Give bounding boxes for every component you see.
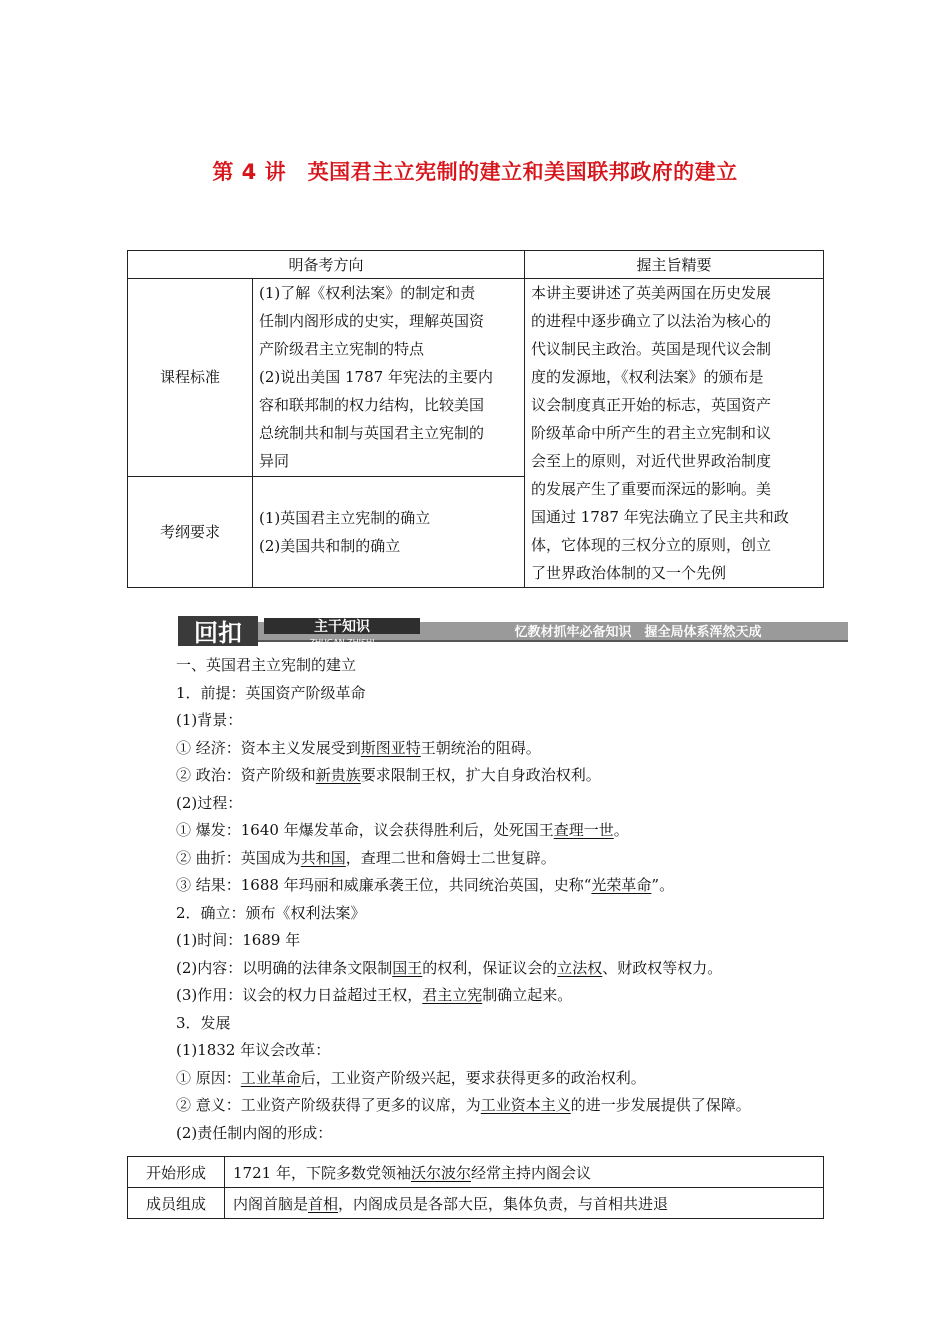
knowledge-content bbox=[176, 652, 836, 1147]
key-term: 斯图亚特 bbox=[360, 738, 421, 757]
cabinet-label-start: 开始形成 bbox=[128, 1157, 225, 1188]
text-run: 的进一步发展提供了保障。 bbox=[570, 1096, 751, 1114]
text-line: 了世界政治体制的又一个先例 bbox=[531, 564, 727, 582]
item-heading: (1)1832 年议会改革： bbox=[176, 1041, 331, 1059]
text-run: 制确立起来。 bbox=[482, 986, 573, 1004]
subheading: 1．前提：英国资产阶级革命 bbox=[176, 683, 366, 702]
section-heading: 一、英国君主立宪制的建立 bbox=[176, 656, 357, 674]
key-term: 沃尔波尔 bbox=[410, 1163, 471, 1182]
row-label-curriculum: 课程标准 bbox=[128, 279, 253, 477]
overview-table bbox=[127, 250, 824, 588]
text-line: 国通过 1787 年宪法确立了民主共和政 bbox=[531, 508, 789, 526]
text-run: ，查理二世和詹姆士二世复辟。 bbox=[345, 848, 556, 867]
key-term: 查理一世 bbox=[553, 821, 614, 839]
text-line: 议会制度真正开始的标志，英国资产 bbox=[531, 396, 772, 414]
text-line: 体，它体现的三权分立的原则，创立 bbox=[531, 536, 772, 554]
key-term: 新贵族 bbox=[315, 766, 361, 784]
text-line: 任制内阁形成的史实，理解英国资 bbox=[259, 312, 485, 331]
text-run: ① 原因： bbox=[176, 1068, 241, 1087]
text-line: 的进程中逐步确立了以法治为核心的 bbox=[531, 312, 772, 330]
text-line: (2)说出美国 1787 年宪法的主要内 bbox=[259, 368, 493, 387]
section-banner bbox=[178, 614, 848, 646]
cabinet-members-cell bbox=[225, 1188, 824, 1219]
text-line: 的发展产生了重要而深远的影响。美 bbox=[531, 480, 772, 498]
text-run: 后，工业资产阶级兴起，要求获得更多的政治权利。 bbox=[300, 1068, 646, 1087]
text-run: (2)内容：以明确的法律条文限制 bbox=[176, 958, 393, 977]
text-line bbox=[176, 982, 836, 1010]
text-line bbox=[176, 1092, 836, 1120]
text-run: (3)作用：议会的权力日益超过王权， bbox=[176, 986, 423, 1004]
text-run: ② 政治：资产阶级和 bbox=[176, 766, 316, 784]
summary-cell bbox=[525, 279, 824, 588]
text-line bbox=[176, 955, 836, 983]
banner-slogan: 忆教材抓牢必备知识 握全局体系浑然天成 bbox=[514, 625, 762, 640]
banner-underline bbox=[178, 640, 848, 642]
key-term: 国王 bbox=[392, 958, 423, 977]
text-line: 异同 bbox=[259, 452, 290, 471]
text-run: 王朝统治的阻碍。 bbox=[420, 738, 541, 757]
key-term: 光荣革命 bbox=[591, 876, 652, 894]
item-heading: (1)背景： bbox=[176, 711, 243, 729]
text-line: 产阶级君主立宪制的特点 bbox=[259, 340, 425, 359]
text-line bbox=[176, 872, 836, 900]
text-run: 经常主持内阁会议 bbox=[470, 1163, 591, 1182]
text-run: ”。 bbox=[651, 876, 675, 894]
row-label-syllabus: 考纲要求 bbox=[128, 476, 253, 587]
cabinet-label-members: 成员组成 bbox=[128, 1188, 225, 1219]
header-exam-direction: 明备考方向 bbox=[128, 251, 525, 279]
text-line bbox=[176, 817, 836, 845]
text-line: 度的发源地，《权利法案》的颁布是 bbox=[531, 368, 764, 386]
text-line: (1)了解《权利法案》的制定和责 bbox=[259, 284, 476, 303]
text-line: 会至上的原则，对近代世界政治制度 bbox=[531, 452, 772, 470]
text-line: (2)美国共和制的确立 bbox=[259, 536, 401, 555]
text-line: 本讲主要讲述了英美两国在历史发展 bbox=[531, 284, 772, 302]
curriculum-standard-cell bbox=[253, 279, 525, 477]
text-run: 1721 年，下院多数党领袖 bbox=[233, 1163, 411, 1182]
item-heading: (2)责任制内阁的形成： bbox=[176, 1123, 333, 1142]
cabinet-start-cell bbox=[225, 1157, 824, 1188]
header-main-points: 握主旨精要 bbox=[525, 251, 824, 279]
text-run: 内阁首脑是 bbox=[233, 1194, 309, 1213]
key-term: 共和国 bbox=[300, 848, 346, 867]
text-line: (1)时间：1689 年 bbox=[176, 931, 301, 949]
subheading: 3．发展 bbox=[176, 1013, 231, 1032]
banner-big-text: 回扣 bbox=[194, 619, 242, 646]
text-run: ③ 结果：1688 年玛丽和威廉承袭王位，共同统治英国，史称“ bbox=[176, 876, 592, 894]
text-run: ② 意义：工业资产阶级获得了更多的议席，为 bbox=[176, 1096, 481, 1114]
item-heading: (2)过程： bbox=[176, 793, 243, 812]
key-term: 君主立宪 bbox=[422, 986, 483, 1004]
text-run: 的权利，保证议会的 bbox=[422, 958, 558, 977]
text-line bbox=[176, 762, 836, 790]
banner-pinyin: ZHUGAN ZHISHI bbox=[309, 638, 375, 646]
text-line: (1)英国君主立宪制的确立 bbox=[259, 508, 431, 527]
text-line bbox=[176, 1065, 836, 1093]
page-title: 第 4 讲 英国君主立宪制的建立和美国联邦政府的建立 bbox=[212, 160, 738, 184]
syllabus-cell bbox=[253, 476, 525, 587]
key-term: 工业资本主义 bbox=[480, 1096, 571, 1114]
key-term: 首相 bbox=[308, 1194, 339, 1213]
text-line: 容和联邦制的权力结构，比较美国 bbox=[259, 396, 485, 415]
text-line: 阶级革命中所产生的君主立宪制和议 bbox=[531, 424, 772, 442]
text-line: 总统制共和制与英国君主立宪制的 bbox=[259, 424, 485, 443]
key-term: 立法权 bbox=[557, 958, 603, 977]
key-term: 工业革命 bbox=[240, 1068, 301, 1087]
text-line bbox=[176, 735, 836, 763]
text-run: ① 爆发：1640 年爆发革命，议会获得胜利后，处死国王 bbox=[176, 821, 554, 839]
subheading: 2．确立：颁布《权利法案》 bbox=[176, 903, 366, 922]
text-run: ① 经济：资本主义发展受到 bbox=[176, 738, 361, 757]
text-run: ② 曲折：英国成为 bbox=[176, 848, 301, 867]
text-run: ，内阁成员是各部大臣，集体负责，与首相共进退 bbox=[338, 1194, 669, 1213]
text-line: 代议制民主政治。英国是现代议会制 bbox=[531, 340, 772, 358]
cabinet-table bbox=[127, 1156, 824, 1219]
text-run: 要求限制王权，扩大自身政治权利。 bbox=[360, 766, 601, 784]
text-run: 、财政权等权力。 bbox=[602, 958, 723, 977]
banner-label: 主干知识 bbox=[314, 619, 370, 635]
text-run: 。 bbox=[613, 821, 629, 839]
text-line bbox=[176, 845, 836, 873]
